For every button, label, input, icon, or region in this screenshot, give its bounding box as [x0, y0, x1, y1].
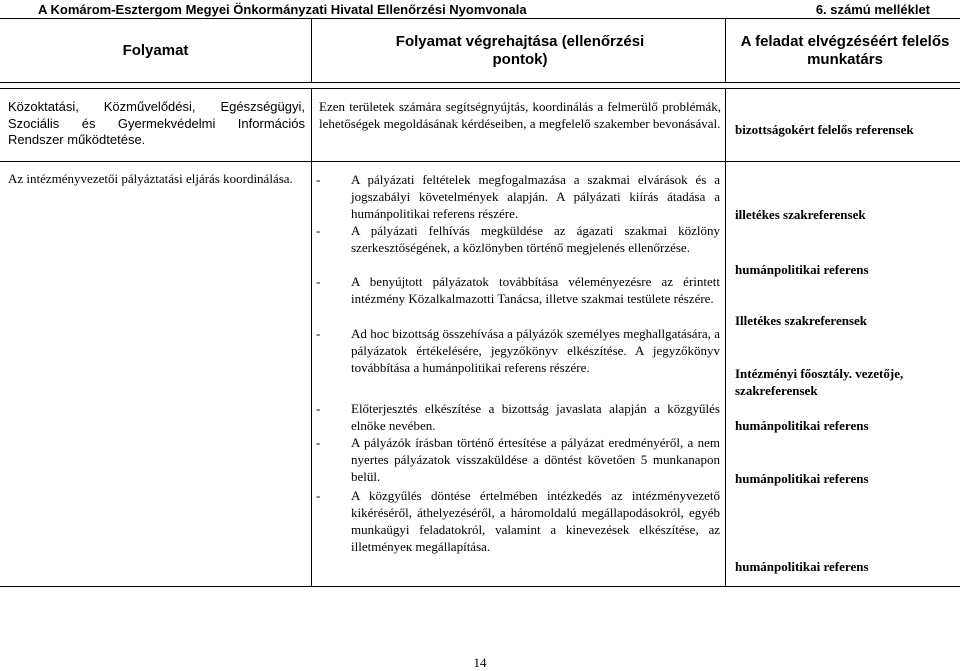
column-divider	[311, 88, 312, 586]
step-text: A közgyűlés döntése értelmében intézkedés az intézményvezető kikéréséről, áthelyezéséről, a háromoldalú megállapodásokról, egyéb munkaügyi feladatokról, valamint a kinevezések elkészítése, az illetményeк megállapítása.	[351, 488, 720, 554]
step-text: Előterjesztés elkészítése a bizottság javaslata alapján a közgyűlés elnöke nevében.	[351, 401, 720, 433]
step-text: A pályázati felhívás megküldése az ágazati szakmai közlöny szerkesztőségének, a közlönyben történő megjelenés ellenőrzése.	[351, 223, 720, 255]
rule	[0, 586, 960, 587]
step-responsible: humánpolitikai referens	[735, 471, 869, 486]
column-heading-process: Folyamat	[122, 41, 189, 59]
rule	[0, 161, 960, 162]
step-text: A pályázók írásban történő értesítése a pályázat eredményéről, a nem nyertes pályázatok visszaküldése a döntést követően 5 munkanapon belül.	[351, 435, 720, 484]
step-text: A benyújtott pályázatok továbbítása véleményezésre az érintett intézmény Közalkalmazotti Tanácsa, illetve szakmai testülete részére.	[351, 274, 720, 306]
column-heading-execution: Folyamat végrehajtása (ellenőrzési pontok)	[395, 32, 645, 68]
appendix-label: 6. számú melléklet	[815, 2, 930, 17]
row2-process: Az intézményvezetői pályáztatási eljárás koordinálása.	[8, 171, 293, 186]
step-text: A pályázati feltételek megfogalmazása a szakmai elvárások és a jogszabályi követelmények alapján. A pályázati kiírás átadása a humánpolitikai referens részére.	[351, 172, 720, 221]
office-title: A Komárom-Esztergom Megyei Önkormányzati Hivatal Ellenőrzési Nyomvonala	[38, 2, 527, 17]
step-responsible: humánpolitikai referens	[735, 559, 869, 574]
step-responsible: illetékes szakreferensek	[735, 207, 866, 222]
rule	[0, 82, 960, 83]
rule	[0, 88, 960, 89]
step-item: - A pályázók írásban történő értesítése a pályázat eredményéről, a nem nyertes pályázatok visszaküldése a döntést követően 5 munkanapon belül.	[316, 435, 720, 484]
page-number: 14	[473, 655, 487, 670]
step-responsible: humánpolitikai referens	[735, 262, 869, 277]
column-heading-responsible: A feladat elvégzéséért felelős munkatárs	[740, 32, 950, 68]
step-item: - A pályázati felhívás megküldése az ágazati szakmai közlöny szerkesztőségének, a közlönyben történő megjelenés ellenőrzése.	[316, 223, 720, 255]
page-header	[0, 0, 960, 18]
column-divider	[725, 18, 726, 82]
step-item: - A közgyűlés döntése értelmében intézkedés az intézményvezető kikéréséről, áthelyezéséről, a háromoldalú megállapodásokról, egyéb munkaügyi feladatokról, valamint a kinevezések elkészítése, az illetményeк megállapítása.	[316, 488, 720, 554]
step-item: - A pályázati feltételek megfogalmazása a szakmai elvárások és a jogszabályi követelmények alapján. A pályázati kiírás átadása a humánpolitikai referens részére.	[316, 172, 720, 221]
step-text: Ad hoc bizottság összehívása a pályázók személyes meghallgatására, a pályázatok értékelésére, jegyzőkönyv elkészítése. A jegyzőkönyv továbbítása a humánpolitikai referens részére.	[351, 326, 720, 375]
step-responsible: Illetékes szakreferensek	[735, 313, 868, 328]
step-item: - Ad hoc bizottság összehívása a pályázók személyes meghallgatására, a pályázatok értékelésére, jegyzőkönyv elkészítése. A jegyzőkönyv továbbítása a humánpolitikai referens részére.	[316, 326, 720, 375]
step-item: - A benyújtott pályázatok továbbítása véleményezésre az érintett intézmény Közalkalmazotti Tanácsa, illetve szakmai testülete részére.	[316, 274, 720, 306]
step-responsible: humánpolitikai referens	[735, 418, 869, 433]
row1-responsible: bizottságokért felelős referensek	[735, 122, 914, 137]
row1-process: Közoktatási, Közművelődési, Egészségügyi, Szociális és Gyermekvédelmi Információs Rendszer működtetése.	[8, 99, 305, 147]
step-responsible: Intézményi főosztály. vezetője, szakreferensek	[735, 366, 904, 398]
row1-execution: Ezen területek számára segítségnyújtás, koordinálás a felmerülő problémák, lehetőségek megoldásának kérdéseiben, a megfelelő szakember bevonásával.	[319, 99, 721, 131]
step-item: - Előterjesztés elkészítése a bizottság javaslata alapján a közgyűlés elnöke nevében.	[316, 401, 720, 433]
column-divider	[311, 18, 312, 82]
column-divider	[725, 88, 726, 586]
